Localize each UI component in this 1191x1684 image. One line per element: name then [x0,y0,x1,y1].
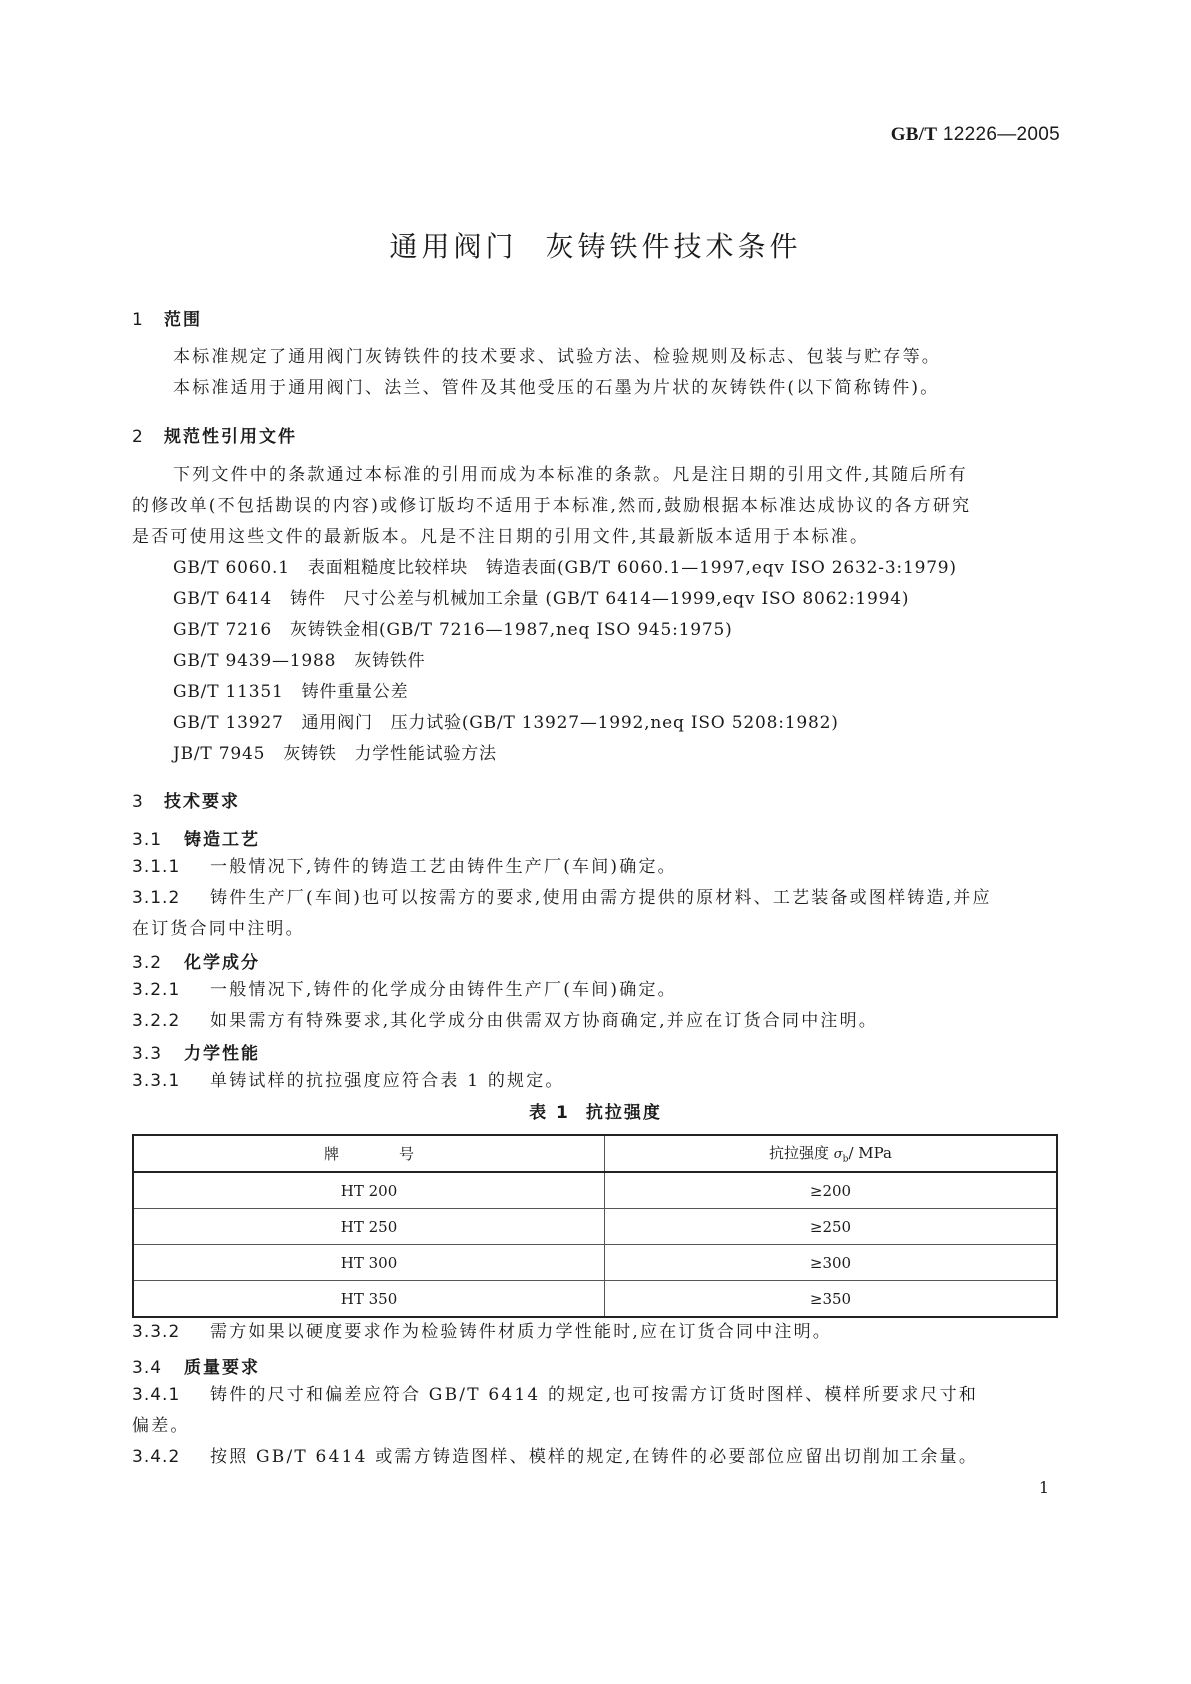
reference-code: GB/T 13927 [173,713,284,733]
reference-code: JB/T 7945 [173,744,266,764]
section-2-intro-line-2: 的修改单(不包括勘误的内容)或修订版均不适用于本标准,然而,鼓励根据本标准达成协议的各方研究 [132,496,972,516]
section-3-2-heading: 3.2 化学成分 [132,953,260,973]
strength-cell: ≥350 [605,1281,1058,1318]
section-1-paragraph-2: 本标准适用于通用阀门、法兰、管件及其他受压的石墨为片状的灰铸铁件(以下简称铸件)。 [173,378,940,398]
table-caption-title: 抗拉强度 [585,1103,662,1123]
grade-cell: HT 300 [133,1245,605,1281]
document-title [0,225,1191,265]
reference-title: 灰铸铁金相(GB/T 7216—1987,neq ISO 945:1975) [290,620,733,640]
strength-cell: ≥300 [605,1245,1058,1281]
tensile-strength-table [132,1134,1058,1318]
section-3-heading: 3 技术要求 [132,792,240,812]
section-3-4-heading: 3.4 质量要求 [132,1358,260,1378]
clause-3-4-1: 3.4.1 铸件的尺寸和偏差应符合 GB/T 6414 的规定,也可按需方订货时图样、模样所要求尺寸和 [132,1385,979,1405]
table-row [133,1281,1057,1318]
strength-cell: ≥250 [605,1209,1058,1245]
table-header-row [133,1135,1057,1172]
reference-title: 灰铸铁 力学性能试验方法 [283,744,497,764]
clause-3-2-2: 3.2.2 如果需方有特殊要求,其化学成分由供需双方协商确定,并应在订货合同中注明。 [132,1011,879,1031]
reference-title: 表面粗糙度比较样块 铸造表面(GB/T 6060.1—1997,eqv ISO 2632-3:1979) [307,558,957,578]
table-row [133,1245,1057,1281]
reference-item [173,646,425,677]
sigma-symbol: $\sigma_b$ [833,1147,849,1165]
reference-item [173,708,839,739]
clause-3-1-1: 3.1.1 一般情况下,铸件的铸造工艺由铸件生产厂(车间)确定。 [132,857,677,877]
reference-title: 通用阀门 压力试验(GB/T 13927—1992,neq ISO 5208:1982) [301,713,839,733]
standard-code: 12226—2005 [942,124,1060,145]
reference-code: GB/T 9439—1988 [173,651,337,671]
column-header-grade: 牌 号 [133,1135,605,1172]
clause-3-1-2: 3.1.2 铸件生产厂(车间)也可以按需方的要求,使用由需方提供的原材料、工艺装备或图样铸造,并应 [132,888,992,908]
table-row [133,1172,1057,1209]
clause-3-3-1: 3.3.1 单铸试样的抗拉强度应符合表 1 的规定。 [132,1071,565,1091]
reference-title: 铸件重量公差 [301,682,409,702]
reference-title: 灰铸铁件 [354,651,426,671]
reference-item [173,677,408,708]
column-header-tensile-strength: 抗拉强度 $\sigma_b/$ MPa [605,1135,1058,1172]
title-part1: 通用阀门 [389,230,518,263]
section-3-1-heading: 3.1 铸造工艺 [132,830,260,850]
grade-cell: HT 350 [133,1281,605,1318]
section-1-heading: 1 范围 [132,310,202,330]
reference-item [173,584,909,615]
table-caption-label: 表 1 [529,1103,570,1123]
reference-code: GB/T 11351 [173,682,284,702]
page-number: 1 [1038,1478,1049,1497]
standard-number [891,124,1060,146]
clause-3-2-1: 3.2.1 一般情况下,铸件的化学成分由铸件生产厂(车间)确定。 [132,980,677,1000]
clause-3-4-2: 3.4.2 按照 GB/T 6414 或需方铸造图样、模样的规定,在铸件的必要部位应留出切削加工余量。 [132,1447,979,1467]
clause-3-3-2: 3.3.2 需方如果以硬度要求作为检验铸件材质力学性能时,应在订货合同中注明。 [132,1322,833,1342]
section-3-3-heading: 3.3 力学性能 [132,1044,260,1064]
reference-item [173,615,733,646]
section-1-paragraph-1: 本标准规定了通用阀门灰铸铁件的技术要求、试验方法、检验规则及标志、包装与贮存等。 [173,347,941,367]
reference-code: GB/T 7216 [173,620,273,640]
strength-cell: ≥200 [605,1172,1058,1209]
standard-prefix: GB/T [890,124,938,145]
section-2-intro-line-3: 是否可使用这些文件的最新版本。凡是不注日期的引用文件,其最新版本适用于本标准。 [132,527,870,547]
title-part2: 灰铸铁件技术条件 [545,230,802,263]
reference-item [173,739,497,770]
table-1-caption [0,1098,1191,1123]
reference-code: GB/T 6414 [173,589,273,609]
grade-cell: HT 200 [133,1172,605,1209]
reference-code: GB/T 6060.1 [173,558,290,578]
clause-3-4-1-continued: 偏差。 [132,1416,190,1436]
section-2-heading: 2 规范性引用文件 [132,427,297,447]
table-row [133,1209,1057,1245]
grade-cell: HT 250 [133,1209,605,1245]
reference-title: 铸件 尺寸公差与机械加工余量 (GB/T 6414—1999,eqv ISO 8062:1994) [290,589,910,609]
section-2-intro-line-1: 下列文件中的条款通过本标准的引用而成为本标准的条款。凡是注日期的引用文件,其随后所有 [173,465,968,485]
clause-3-1-2-continued: 在订货合同中注明。 [132,919,305,939]
reference-item [173,553,957,584]
